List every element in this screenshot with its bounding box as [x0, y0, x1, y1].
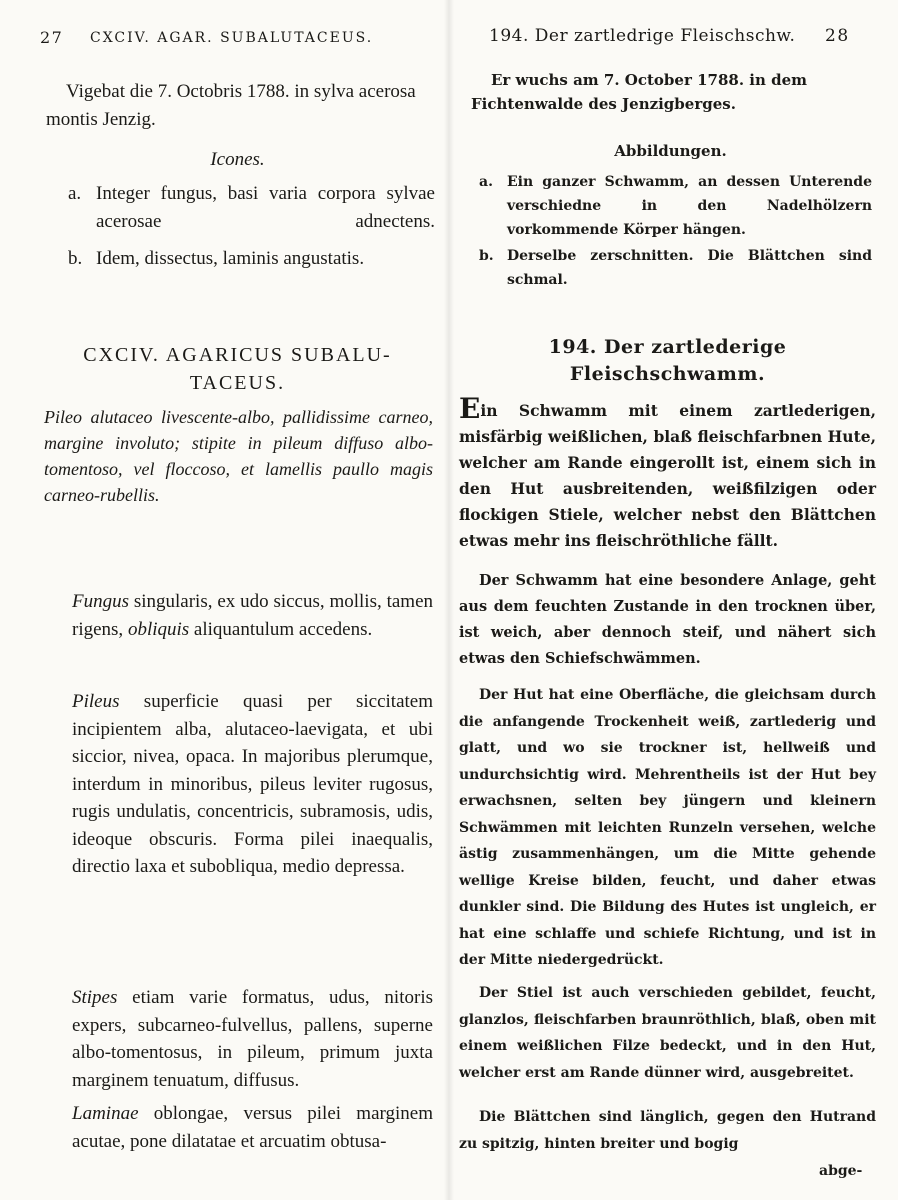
- right-abbildungen-list: [479, 170, 872, 292]
- right-abb-item-b: [479, 244, 872, 292]
- left-fungus-para: [72, 588, 433, 643]
- right-hut-para: [459, 682, 876, 974]
- left-icon-item-a: [68, 180, 435, 235]
- right-abb-text-b: Derselbe zerschnitten. Die Blättchen sind schmal.: [507, 248, 872, 288]
- left-fungus-term: Fungus: [72, 591, 129, 612]
- right-stiel-para: [459, 980, 876, 1086]
- left-diagnosis-text: Pileo alutaceo livescente-albo, pallidissime carneo, margine involuto; stipite in pileum diffuso albo-tomentoso, vel floccoso, et lamellis paullo magis carneo-rubellis.: [44, 407, 433, 505]
- right-abbildungen-title: Abbildungen.: [614, 142, 727, 160]
- left-pileus-term: Pileus: [72, 691, 120, 712]
- right-schwamm-para: [459, 568, 876, 672]
- right-abb-item-a: [479, 170, 872, 242]
- left-page-number: 27: [40, 28, 64, 47]
- left-icones-title: Icones.: [210, 149, 265, 170]
- right-schwamm-text: Der Schwamm hat eine besondere Anlage, geht aus dem feuchten Zustande in den trocknen über, ist weich, aber dennoch steif, und nähert sich etwas den Schiefschwämmen.: [459, 572, 876, 667]
- right-blaettchen-text: Die Blättchen sind länglich, gegen den Hutrand zu spitzig, hinten breiter und bogig: [459, 1109, 876, 1152]
- right-stiel-text: Der Stiel ist auch verschieden gebildet, feucht, glanzlos, fleischfarben braunröthlich, blaß, oben mit einem weißlichen Filze bedeckt, und in den Hut, welcher erst am Rande dünner wird, ausgebreitet.: [459, 985, 876, 1081]
- right-diagnosis-text: in Schwamm mit einem zartlederigen, misfärbig weißlichen, blaß fleischfarbnen Hute, welcher am Rande eingerollt ist, einem sich in den Hut ausbreitenden, weißfilzigen oder flockigen Stiele, welcher nebst den Blättchen etwas mehr ins fleischröthliche fällt.: [459, 401, 876, 550]
- right-page-number: 28: [825, 26, 850, 46]
- right-diagnosis: [459, 392, 876, 554]
- left-laminae-text: oblongae, versus pilei marginem acutae, pone dilatatae et arcuatim obtusa-: [72, 1103, 433, 1152]
- left-pileus-para: [72, 688, 433, 881]
- left-habitat: [46, 78, 435, 133]
- left-icon-item-b: [68, 245, 435, 273]
- right-abb-label-b: b.: [479, 248, 494, 264]
- right-habitat: [471, 68, 874, 116]
- left-stipes-term: Stipes: [72, 987, 118, 1008]
- right-blaettchen-para: [459, 1104, 876, 1157]
- right-habitat-text: Er wuchs am 7. October 1788. in dem Fichtenwalde des Jenzigberges.: [471, 71, 807, 113]
- right-running-title: 194. Der zartledrige Fleischschw.: [489, 26, 796, 46]
- right-hut-text: Der Hut hat eine Oberfläche, die gleichsam durch die anfangende Trockenheit weiß, zartlederig und glatt, und wo sie trockner ist, hellweiß und undurchsichtig wird. Mehrentheils ist der Hut bey erwachsnen, selten bey jüngern und kleinern Schwämmen mit leichten Runzeln versehen, welche ästig zusammenhängen, um die Mitte gehende wellige Kreise bilden, feucht, und daher etwas dunkler sind. Die Bildung des Hutes ist ungleich, er hat eine schlaffe und schiefe Richtung, und ist in der Mitte niedergedrückt.: [459, 687, 876, 968]
- left-diagnosis: [44, 404, 433, 508]
- right-species-heading: 194. Der zartlederige Fleischschwamm.: [548, 336, 787, 385]
- right-page: [449, 0, 898, 1200]
- left-fungus-text-b: aliquantulum accedens.: [189, 618, 373, 640]
- left-pileus-text: superficie quasi per siccitatem incipientem alba, alutaceo-laevigata, et ubi siccior, nivea, opaca. In majoribus plerumque, interdum in minoribus, pileus leviter rugosus, rugis undulatis, concentricis, subramosis, udis, ideoque obscuris. Forma pilei inaequalis, directio laxa et subobliqua, medio depressa.: [72, 691, 433, 877]
- left-icon-label-a: a.: [68, 183, 82, 204]
- right-diagnosis-initial: E: [459, 392, 481, 425]
- left-laminae-para: [72, 1100, 433, 1155]
- left-species-heading: [40, 342, 435, 397]
- right-abb-text-a: Ein ganzer Schwamm, an dessen Unterende verschiedne in den Nadelhölzern vorkommende Körper hängen.: [507, 174, 872, 238]
- left-fungus-term2: obliquis: [127, 618, 190, 640]
- left-stipes-para: [72, 984, 433, 1094]
- left-icon-text-b: Idem, dissectus, laminis angustatis.: [96, 248, 365, 269]
- left-icones-list: [68, 180, 435, 273]
- left-stipes-text: etiam varie formatus, udus, nitoris expers, subcarneo-fulvellus, pallens, superne albo-tomentosus, in pileum, primum juxta marginem tenuatum, diffusus.: [72, 987, 433, 1091]
- right-abb-label-a: a.: [479, 174, 493, 190]
- right-catchword: abge-: [819, 1163, 863, 1179]
- left-habitat-text: Vigebat die 7. Octobris 1788. in sylva acerosa montis Jenzig.: [46, 81, 416, 130]
- left-heading-line1: CXCIV. AGARICUS SUBALU-: [83, 344, 392, 366]
- left-icon-text-a: Integer fungus, basi varia corpora sylvae acerosae adnectens.: [96, 183, 435, 232]
- left-heading-line2: TACEUS.: [189, 371, 286, 394]
- left-fungus-text-a: singularis, ex udo siccus, mollis, tamen rigens,: [72, 591, 433, 640]
- left-running-title: CXCIV. AGAR. SUBALUTACEUS.: [90, 30, 374, 46]
- left-icon-label-b: b.: [68, 248, 83, 269]
- left-laminae-term: Laminae: [72, 1103, 139, 1124]
